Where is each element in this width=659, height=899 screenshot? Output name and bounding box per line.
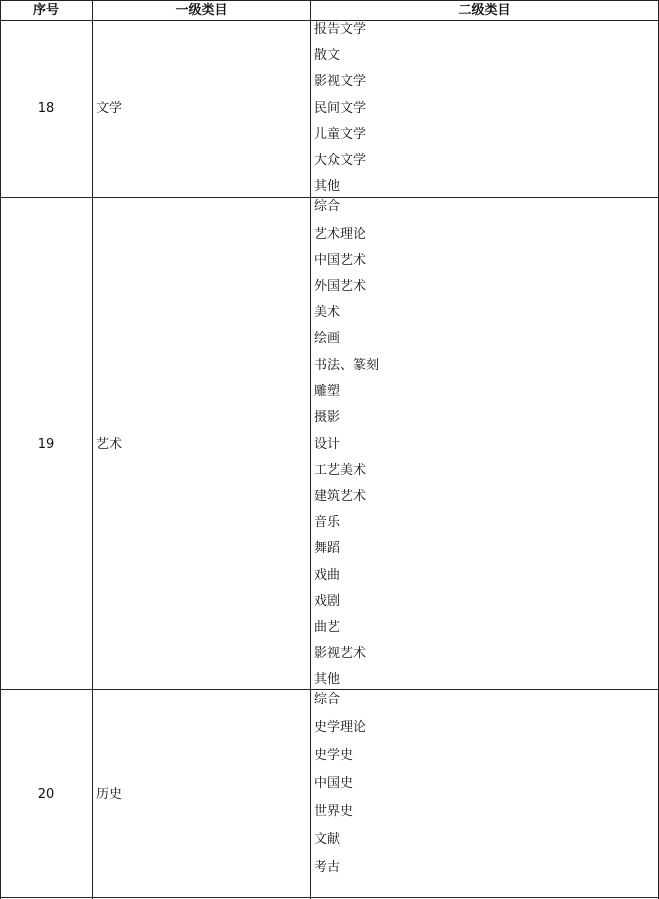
level1-cell: 文学	[96, 101, 123, 116]
level2-item: 考古	[314, 860, 341, 875]
header-seq: 序号	[32, 3, 59, 18]
level2-item: 雕塑	[314, 384, 341, 399]
level2-item: 其他	[314, 179, 341, 194]
level2-item: 史学史	[314, 748, 354, 763]
level2-item: 书法、篆刻	[314, 358, 380, 373]
level2-item: 报告文学	[314, 22, 367, 37]
level2-item: 民间文学	[314, 101, 367, 116]
level2-item: 外国艺术	[314, 279, 367, 294]
header-level1: 一级类目	[175, 3, 228, 18]
level2-item: 音乐	[314, 515, 341, 530]
seq-cell: 19	[37, 437, 55, 452]
level1-cell: 艺术	[96, 437, 123, 452]
level2-item: 中国史	[314, 776, 354, 791]
level2-item: 设计	[314, 437, 341, 452]
seq-cell: 20	[37, 787, 55, 802]
level2-item: 散文	[314, 48, 341, 63]
level2-item: 中国艺术	[314, 253, 367, 268]
level2-item: 艺术理论	[314, 227, 367, 242]
level2-item: 绘画	[314, 331, 341, 346]
level2-item: 儿童文学	[314, 127, 367, 142]
level1-cell: 历史	[96, 787, 123, 802]
level2-item: 文献	[314, 832, 341, 847]
level2-item: 综合	[314, 692, 341, 707]
level2-item: 美术	[314, 305, 341, 320]
header-level2: 二级类目	[458, 3, 511, 18]
level2-item: 影视文学	[314, 74, 367, 89]
level2-item: 曲艺	[314, 620, 341, 635]
level2-item: 工艺美术	[314, 463, 367, 478]
level2-item: 摄影	[314, 410, 341, 425]
level2-item: 史学理论	[314, 720, 367, 735]
level2-item: 影视艺术	[314, 646, 367, 661]
level2-item: 世界史	[314, 804, 354, 819]
level2-item: 其他	[314, 672, 341, 687]
level2-item: 戏曲	[314, 568, 341, 583]
level2-item: 舞蹈	[314, 541, 341, 556]
level2-item: 建筑艺术	[314, 489, 367, 504]
seq-cell: 18	[37, 101, 55, 116]
level2-item: 综合	[314, 199, 341, 214]
level2-item: 大众文学	[314, 153, 367, 168]
level2-item: 戏剧	[314, 594, 341, 609]
